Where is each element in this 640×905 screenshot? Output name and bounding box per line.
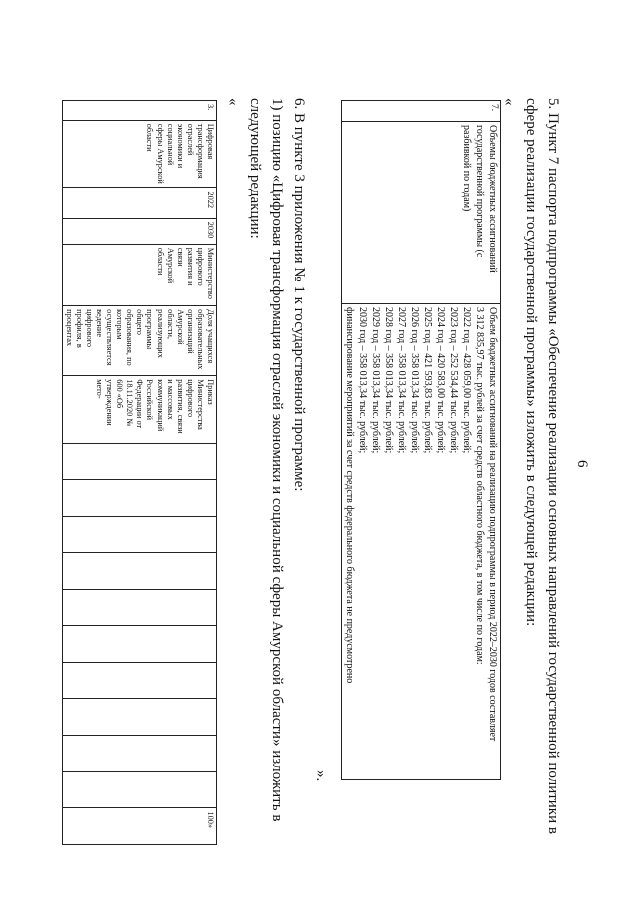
value-cell <box>62 443 216 479</box>
start-year: 2022 <box>62 188 216 218</box>
item5-open-quote: « <box>501 98 517 106</box>
item5-line1: 5. Пункт 7 паспорта подпрограммы «Обеспечение реализации основных направлений государственной политики в <box>545 98 561 834</box>
value-cell <box>62 589 216 625</box>
budget-line: финансирование мероприятий за счет средств федерального бюджета не предусмотрено <box>344 307 355 684</box>
page-number: 6 <box>574 460 590 468</box>
budget-line: 2030 год – 358 013,34 тыс. рублей; <box>357 307 368 454</box>
budget-line: 2025 год – 421 593,83 тыс. рублей; <box>422 307 433 454</box>
executor: Министерство цифрового развития и связи Амурской области <box>62 244 216 305</box>
table-row <box>62 101 216 845</box>
item6-line1: 6. В пункте 3 приложения № 1 к государственной программе: <box>291 98 307 492</box>
budget-line: 2027 год – 358 013,34 тыс. рублей; <box>396 307 407 454</box>
table-row <box>342 101 501 780</box>
program-table <box>62 100 217 845</box>
basis-document: Приказ Министерства цифрового развития, связи и массовых коммуникаций Российской Федерации от 18.11.2020 № 600 «Об утверждении мето- <box>62 376 216 444</box>
row-name: Объемы бюджетных ассигнований государственной программы (с разбивкой по годам) <box>342 122 501 304</box>
item5-close-quote: ». <box>313 770 329 782</box>
row-name: Цифровая трансформация отраслей экономики и социальной сферы Амурской области <box>62 120 216 188</box>
indicator: Доля учащихся образовательных организаций Амурской области, реализующих программы общего образования, по которым осуществляется ведение цифрового профиля, в процентах <box>62 306 216 376</box>
item6-line2: 1) позицию «Цифровая трансформация отраслей экономики и социальной сферы Амурской области» изложить в <box>269 98 285 822</box>
last-value: 100» <box>62 808 216 845</box>
item6-line3: следующей редакции: <box>247 98 263 239</box>
item5-heading <box>498 98 564 834</box>
value-cell <box>62 626 216 662</box>
value-cell <box>62 772 216 808</box>
rotated-content <box>40 70 600 870</box>
value-cell <box>62 553 216 589</box>
budget-line: 2024 год – 420 583,00 тыс. рублей; <box>435 307 446 454</box>
budget-table <box>341 100 501 780</box>
value-cell <box>62 516 216 552</box>
item6-heading <box>222 98 310 821</box>
item6-open-quote: « <box>225 98 241 106</box>
value-cell <box>62 699 216 735</box>
budget-lines <box>342 304 501 780</box>
end-year: 2030 <box>62 218 216 244</box>
budget-line: 2023 год – 252 534,44 тыс. рублей; <box>448 307 459 454</box>
budget-line: 2022 год – 428 059,00 тыс. рублей; <box>461 307 472 454</box>
value-cell <box>62 480 216 516</box>
row-number: 3. <box>62 101 216 121</box>
budget-line: 3 312 835,97 тыс. рублей за счет средств областного бюджета, в том числе по годам: <box>474 307 485 665</box>
budget-line: 2026 год – 358 013,34 тыс. рублей; <box>409 307 420 454</box>
row-number: 7. <box>342 101 501 122</box>
budget-line: Объем бюджетных ассигнований на реализацию подпрограммы в период 2022–2030 годов составляет <box>487 307 498 742</box>
value-cell <box>62 735 216 771</box>
item5-line2: сфере реализации государственной программы» изложить в следующей редакции: <box>523 98 539 627</box>
budget-line: 2029 год – 358 013,34 тыс. рублей; <box>370 307 381 454</box>
budget-line: 2028 год – 358 013,34 тыс. рублей; <box>383 307 394 454</box>
value-cell <box>62 662 216 698</box>
